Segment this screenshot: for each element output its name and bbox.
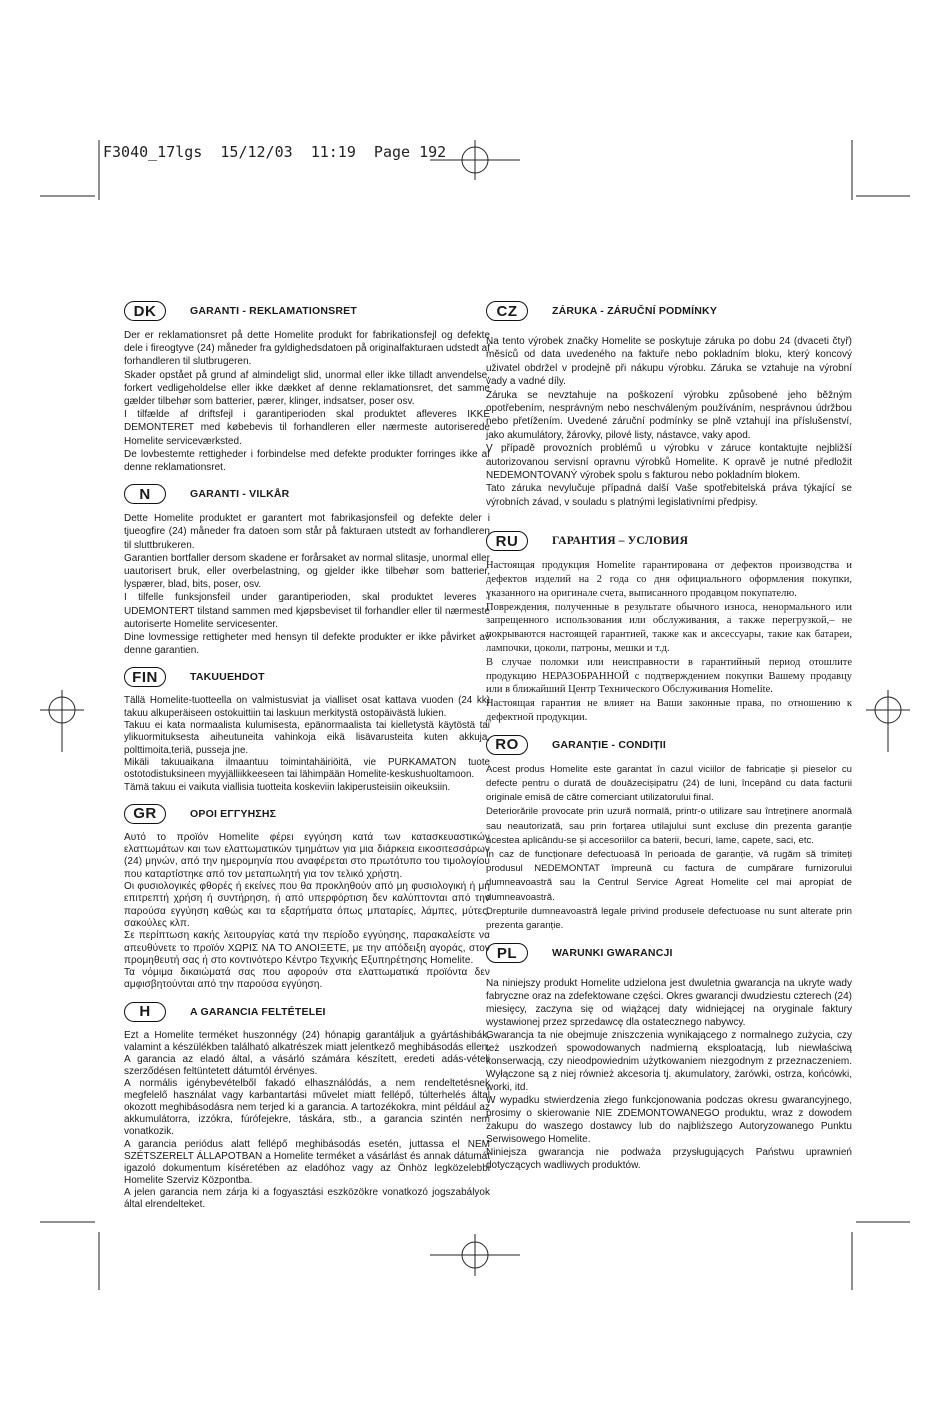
section-title: ΟΡΟΙ ΕΓΓΥΗΣΗΣ xyxy=(190,807,277,820)
language-badge-cz: CZ xyxy=(486,301,528,321)
section-title: GARANȚIE - CONDIȚII xyxy=(552,738,667,751)
section-cz xyxy=(486,298,852,509)
section-gr xyxy=(124,801,490,992)
right-column xyxy=(486,298,852,1179)
paragraph: Dine lovmessige rettigheter med hensyn til defekte produkter er ikke påvirket av denne garantien. xyxy=(124,632,490,657)
paragraph: De lovbestemte rettigheder i forbindelse med defekte produkter forringes ikke af denne reklamationsret. xyxy=(124,448,490,474)
print-slug-line: F3040_17lgs 15/12/03 11:19 Page 192 xyxy=(103,143,447,161)
section-title: ZÁRUKA - ZÁRUČNÍ PODMÍNKY xyxy=(552,305,718,317)
paragraph: Τα νόμιμα δικαιώματά σας που αφορούν στα ελαττωματικά προϊόντα δεν αμφισβητούνται από την παρούσα εγγύηση. xyxy=(124,967,490,991)
language-badge-gr: GR xyxy=(124,804,166,824)
section-ru xyxy=(486,528,852,725)
language-badge-pl: PL xyxy=(486,943,528,963)
section-title: GARANTI - REKLAMATIONSRET xyxy=(190,305,357,317)
section-fin xyxy=(124,664,490,793)
paragraph: Gwarancja ta nie obejmuje zniszczenia wynikającego z normalnego zużycia, czy też uszkodzeń spowodowanych nadmierną eksploatacją, lub niewłaściwą konserwacją, czy nieodpowiednim użytkowaniem niezgodnym z przeznaczeniem. Wyłączone są z niej również akcesoria tj. akumulatory, żarówki, ostrza, końcówki, worki, itd. xyxy=(486,1030,852,1094)
paragraph: Deteriorările provocate prin uzură normală, printr-o utilizare sau întreținere anormală sau neautorizată, sau prin forțarea utilajului sunt excluse din prezenta garanție acestea aplicându-se și accesoriilor ca baterii, becuri, lame, capete, saci, etc. xyxy=(486,806,852,846)
paragraph: Tällä Homelite-tuotteella on valmistusviat ja vialliset osat kattava vuoden (24 kk) takuu alkuperäiseen ostokuittiin tai laskuun merkitystä ostopäivästä lukien. xyxy=(124,695,490,719)
section-ro xyxy=(486,732,852,933)
language-badge-n: N xyxy=(124,484,166,504)
paragraph: Acest produs Homelite este garantat în cazul viciilor de fabricație și pieselor cu defecte pentru o durată de douăzecișipatru (24) de luni, începând cu data facturii originale emisă de către comerciant utilizatorului final. xyxy=(486,763,852,804)
left-column xyxy=(124,298,490,1218)
paragraph: Drepturile dumneavoastră legale privind produsele defectuoase nu sunt alterate prin prezenta garanție. xyxy=(486,905,852,932)
paragraph: Повреждения, полученные в результате обычного износа, ненормального или запрещенного использования или обслуживания, а также перегрузкой,– не покрываются настоящей гарантией, также как и аксессуары, такие как батареи, лампочки, цоколи, патроны, мешки и т.д. xyxy=(486,601,852,655)
paragraph: Dette Homelite produktet er garantert mot fabrikasjonsfeil og defekte deler i tjueogfire (24) måneder fra datoen som står på fakturaen utstedt av forhandleren til sluttbrukeren. xyxy=(124,513,490,551)
paragraph: W wypadku stwierdzenia złego funkcjonowania podczas okresu gwarancyjnego, prosimy o skierowanie NIE ZDEMONTOWANEGO produktu, wraz z dowodem zakupu do waszego dostawcy lub do najbliższego Autoryzowanego Punktu Serwisowego Homelite. xyxy=(486,1095,852,1146)
paragraph: V případě provozních problémů u výrobku v záruce kontaktujte nejbližší autorizovanou servisní opravnu výrobků Homelite. K opravě je nutné předložit NEDEMONTOVANÝ výrobek spolu s fakturou nebo pokladním blokem. xyxy=(486,443,852,482)
section-title: TAKUUEHDOT xyxy=(190,671,265,684)
paragraph: Mikäli takuuaikana ilmaantuu toimintahäiriöitä, vie PURKAMATON tuote ostotodistuksineen myyjälliikkeeseen tai lähimpään Homelite-keskushuoltamoon. xyxy=(124,756,490,781)
paragraph: Σε περίπτωση κακής λειτουργίας κατά την περίοδο εγγύησης, παρακαλείστε να απευθύνετε το προϊόν ΧΩΡΙΣ ΝΑ ΤΟ ΑΝΟΙΞΕΤΕ, με την απόδειξη αγοράς, στον προμηθευτή σας ή στο κοντινότερο Κέντρο Τεχνικής Εξυπηρέτησης Homelite. xyxy=(124,930,490,966)
paragraph: Garantien bortfaller dersom skadene er forårsaket av normal slitasje, unormal eller uautorisert bruk, eller overbelastning, og gjelder ikke tilbehør som batterier, lyspærer, blad, bits, poser, osv. xyxy=(124,552,490,591)
paragraph: Настоящая гарантия не влияет на Ваши законные права, по отношению к дефектной продукции. xyxy=(486,698,852,724)
paragraph: I tilfelle funksjonsfeil under garantiperioden, skal produktet leveres i UDEMONTERT tilstand sammen med kjøpsbeviset til forhandler eller til nærmeste autoriserte Homelite servicesenter. xyxy=(124,592,490,630)
section-title: A GARANCIA FELTÉTELEI xyxy=(190,1005,326,1018)
language-badge-ru: RU xyxy=(486,531,528,551)
section-dk xyxy=(124,298,490,474)
paragraph: Der er reklamationsret på dette Homelite produkt for fabrikationsfejl og defekte dele i fireogtyve (24) måneder fra gyldighedsdatoen på originalfakturaen udstedt af forhandleren til slutbrugeren. xyxy=(124,330,490,368)
language-badge-dk: DK xyxy=(124,301,166,321)
paragraph: Na niniejszy produkt Homelite udzielona jest dwuletnia gwarancja na ukryte wady fabryczne oraz na zdefektowane części. Okres gwarancji dwudziestu czterech (24) miesięcy, zaczyna się od wiążącej daty widniejącej na oryginale faktury wystawionej przez sprzedawcę dla ostatecznego nabywcy. xyxy=(486,978,852,1029)
section-title: GARANTI - VILKÅR xyxy=(190,488,290,501)
paragraph: În caz de funcționare defectuoasă în perioada de garanție, vă rugăm să trimiteți produsul NEDEMONTAT împreună cu factura de cumpărare furnizorului dumneavoastră sau la Centrul Service Agreat Homelite cel mai apropiat de dumneavoastră. xyxy=(486,849,852,903)
paragraph: Настоящая продукция Homelite гарантирована от дефектов производства и дефектов изделий на 2 года со дня официального оформления покупки, указанного на оригинале счета, выписанного продавцом покупателю. xyxy=(486,560,852,599)
paragraph: A jelen garancia nem zárja ki a fogyasztási eszközökre vonatkozó jogszabályok által elrendelteket. xyxy=(124,1186,490,1211)
paragraph: Na tento výrobek značky Homelite se poskytuje záruka po dobu 24 (dvaceti čtyř) měsíců od data uvedeného na faktuře nebo pokladním bloku, který koncový uživatel obdržel v prodejně při nákupu výrobku. Záruka se vztahuje na výrobní vady a vadné díly. xyxy=(486,336,852,388)
paragraph: В случае поломки или неисправности в гарантийный период отошлите продукцию НЕРАЗОБРАННОЙ с подтверждением покупки Вашему продавцу или в ближайший Центр Технического Обслуживания Homelite. xyxy=(486,656,852,696)
section-pl xyxy=(486,940,852,1172)
paragraph: Takuu ei kata normaalista kulumisesta, epänormaalista tai kielletystä käytöstä tai ylikuormituksesta aiheutuneita vahinkoja eikä lisävarusteita kuten akkuja, polttimoita,teriä, pusseja jne. xyxy=(124,720,490,756)
section-title: ГАРАНТИЯ – УСЛОВИЯ xyxy=(552,535,689,548)
section-title: WARUNKI GWARANCJI xyxy=(552,947,673,960)
paragraph: Záruka se nevztahuje na poškození výrobku způsobené jeho běžným opotřebením, nesprávným nebo neschváleným používáním, nesprávnou údržbou nebo přetížením. Uvedené záruční podmínky se plně vztahují ina příslušenství, jako akumulátory, žárovky, pilové listy, nástavce, vaky apod. xyxy=(486,389,852,441)
paragraph: Αυτό το προϊόν Homelite φέρει εγγύηση κατά των κατασκευαστικών ελαττωμάτων και των ελαττωματικών τμημάτων για μια διάρκεια εικοσιτεσσάρων (24) μηνών, από την ημερομηνία που αναφέρεται στο πρωτότυπο του τιμολογίου που καταρτίστηκε από τον μεταπωλητή για τον τελικό χρήστη. xyxy=(124,831,490,880)
paragraph: Skader opstået på grund af almindeligt slid, unormal eller ikke tilladt anvendelse, forkert vedligeholdelse eller ikke dækket af denne reklamationsret, det samme gælder tilbehør som batterier, pærer, klinger, indsatser, poser osv. xyxy=(124,369,490,408)
paragraph: I tilfælde af driftsfejl i garantiperioden skal produktet afleveres IKKE DEMONTERET med købebevis til forhandleren eller nærmeste autoriserede Homelite serviceværksted. xyxy=(124,409,490,447)
paragraph: A normális igénybevételből fakadó elhasználódás, a nem rendeltetésnek megfelelő használat vagy karbantartási művelet miatt fellépő, túlterhelés által okozott meghibásodásra nem terjed ki a garancia. A tartozékokra, mint például az akkumulátorra, izzókra, fúrófejekre, táskára, stb., a garancia szintén nem vonatkozik. xyxy=(124,1078,490,1138)
section-n xyxy=(124,481,490,657)
paragraph: A garancia periódus alatt fellépő meghibásodás esetén, juttassa el NEM SZÉTSZERELT ÁLLAPOTBAN a Homelite terméket a vásárlást és annak dátumát igazoló dokumentum kíséretében az eladóhoz vagy az Önhöz legközelebbi Homelite Szerviz Központba. xyxy=(124,1138,490,1186)
section-h xyxy=(124,999,490,1211)
language-badge-h: H xyxy=(124,1002,166,1022)
paragraph: Ezt a Homelite terméket huszonnégy (24) hónapig garantáljuk a gyártáshibák, valamint a készülékben található alkatrészek miatt jelentkező meghibásodás ellen. A garancia az eladó által, a vásárló számára készített, eredeti adás-vételi szerződésen feltüntetett dátumtól érvényes. xyxy=(124,1029,490,1077)
language-badge-fin: FIN xyxy=(124,667,166,687)
paragraph: Tato záruka nevylučuje případná další Vaše spotřebitelská práva týkající se výrobních závad, v souladu s platnými legislativními předpisy. xyxy=(486,483,852,508)
paragraph: Tämä takuu ei vaikuta viallisia tuotteita koskeviin lakiperusteisiin oikeuksiin. xyxy=(124,781,451,793)
paragraph: Οι φυσιολογικές φθορές ή εκείνες που θα προκληθούν από μη φυσιολογική ή μη επιτρεπτή χρήση ή συντήρηση, ή από υπερφόρτιση δεν καλύπτονται από την παρούσα εγγύηση καθώς και τα εξαρτήματα όπως μπαταρίες, λάμπες, μύτες, σακούλες κλπ. xyxy=(124,881,490,929)
language-badge-ro: RO xyxy=(486,735,528,755)
paragraph: Niniejsza gwarancja nie podważa przysługujących Państwu uprawnień dotyczących wadliwych produktów. xyxy=(486,1147,852,1172)
